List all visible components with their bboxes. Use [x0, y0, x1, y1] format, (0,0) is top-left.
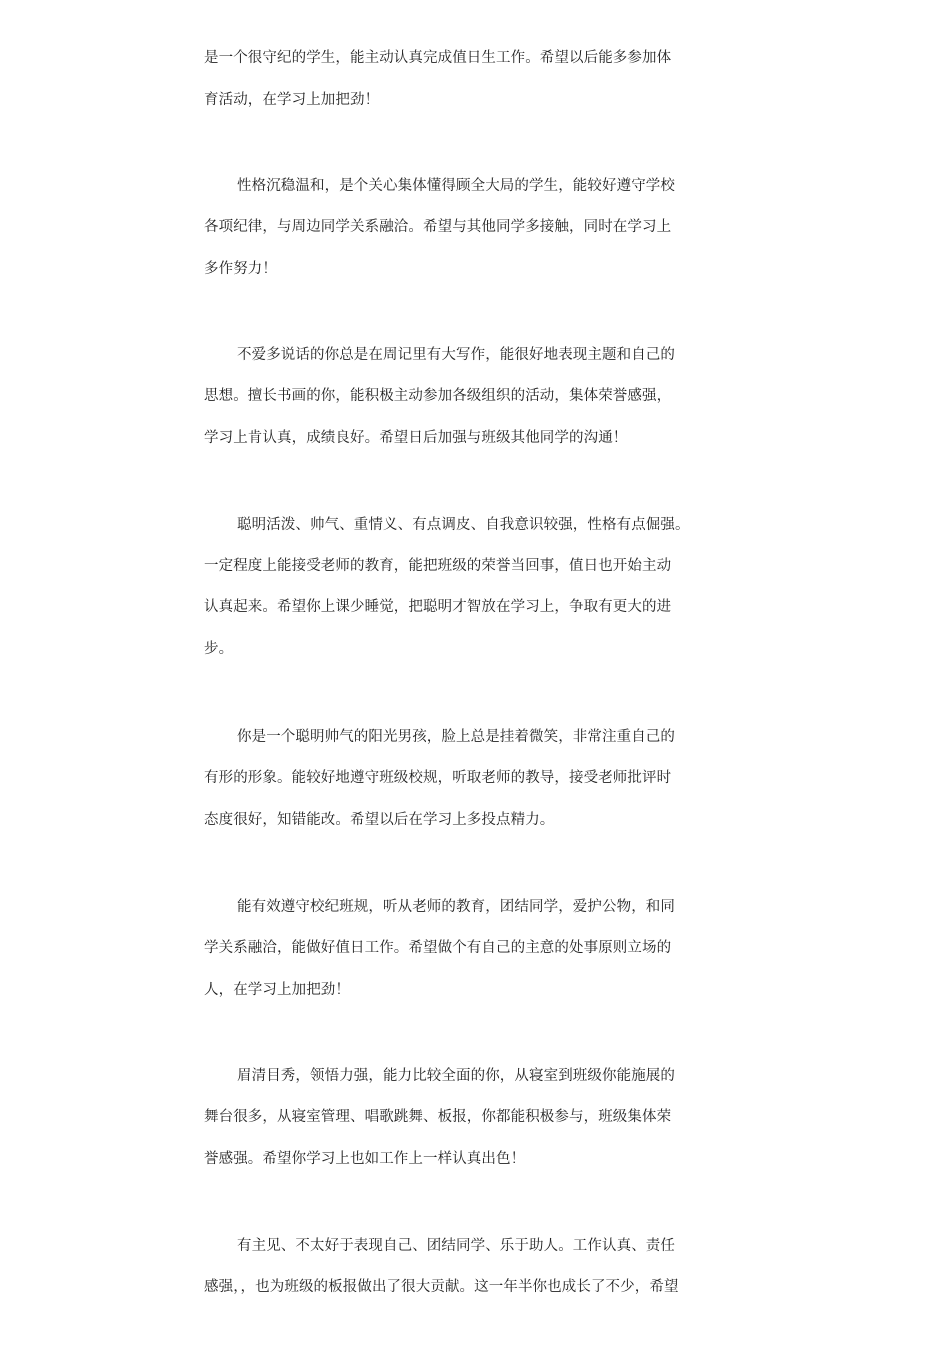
paragraph-5-line-2: 有形的形象。能较好地遵守班级校规，听取老师的教导，接受老师批评时: [204, 770, 672, 786]
paragraph-3-line-3: 学习上肯认真，成绩良好。希望日后加强与班级其他同学的沟通！: [204, 430, 628, 446]
paragraph-1-line-1: 是一个很守纪的学生，能主动认真完成值日生工作。希望以后能多参加体: [204, 50, 672, 66]
paragraph-2-line-1: 性格沉稳温和，是个关心集体懂得顾全大局的学生，能较好遵守学校: [237, 178, 675, 194]
paragraph-4-line-2: 一定程度上能接受老师的教育，能把班级的荣誉当回事，值日也开始主动: [204, 558, 672, 574]
paragraph-8-line-2: 感强，，也为班级的板报做出了很大贡献。这一年半你也成长了不少，希望: [204, 1279, 679, 1295]
paragraph-2-line-2: 各项纪律，与周边同学关系融洽。希望与其他同学多接触，同时在学习上: [204, 219, 672, 235]
paragraph-2-line-3: 多作努力！: [204, 261, 277, 277]
paragraph-4-line-1: 聪明活泼、帅气、重情义、有点调皮、自我意识较强，性格有点倔强。: [237, 517, 690, 533]
paragraph-6-line-1: 能有效遵守校纪班规，听从老师的教育，团结同学，爱护公物，和同: [237, 899, 675, 915]
paragraph-3-line-2: 思想。擅长书画的你，能积极主动参加各级组织的活动，集体荣誉感强，: [204, 388, 672, 404]
paragraph-1-line-2: 育活动，在学习上加把劲！: [204, 92, 380, 108]
paragraph-5-line-3: 态度很好，知错能改。希望以后在学习上多投点精力。: [204, 812, 555, 828]
paragraph-7-line-3: 誉感强。希望你学习上也如工作上一样认真出色！: [204, 1151, 526, 1167]
paragraph-6-line-2: 学关系融洽，能做好值日工作。希望做个有自己的主意的处事原则立场的: [204, 940, 672, 956]
paragraph-7-line-1: 眉清目秀，领悟力强，能力比较全面的你，从寝室到班级你能施展的: [237, 1068, 675, 1084]
paragraph-3-line-1: 不爱多说话的你总是在周记里有大写作，能很好地表现主题和自己的: [237, 347, 675, 363]
paragraph-4-line-4: 步。: [204, 641, 234, 657]
paragraph-6-line-3: 人，在学习上加把劲！: [204, 982, 350, 998]
paragraph-4-line-3: 认真起来。希望你上课少睡觉，把聪明才智放在学习上，争取有更大的进: [204, 599, 672, 615]
paragraph-8-line-1: 有主见、不太好于表现自己、团结同学、乐于助人。工作认真、责任: [237, 1238, 675, 1254]
paragraph-7-line-2: 舞台很多，从寝室管理、唱歌跳舞、板报，你都能积极参与，班级集体荣: [204, 1109, 672, 1125]
paragraph-5-line-1: 你是一个聪明帅气的阳光男孩，脸上总是挂着微笑，非常注重自己的: [237, 729, 675, 745]
